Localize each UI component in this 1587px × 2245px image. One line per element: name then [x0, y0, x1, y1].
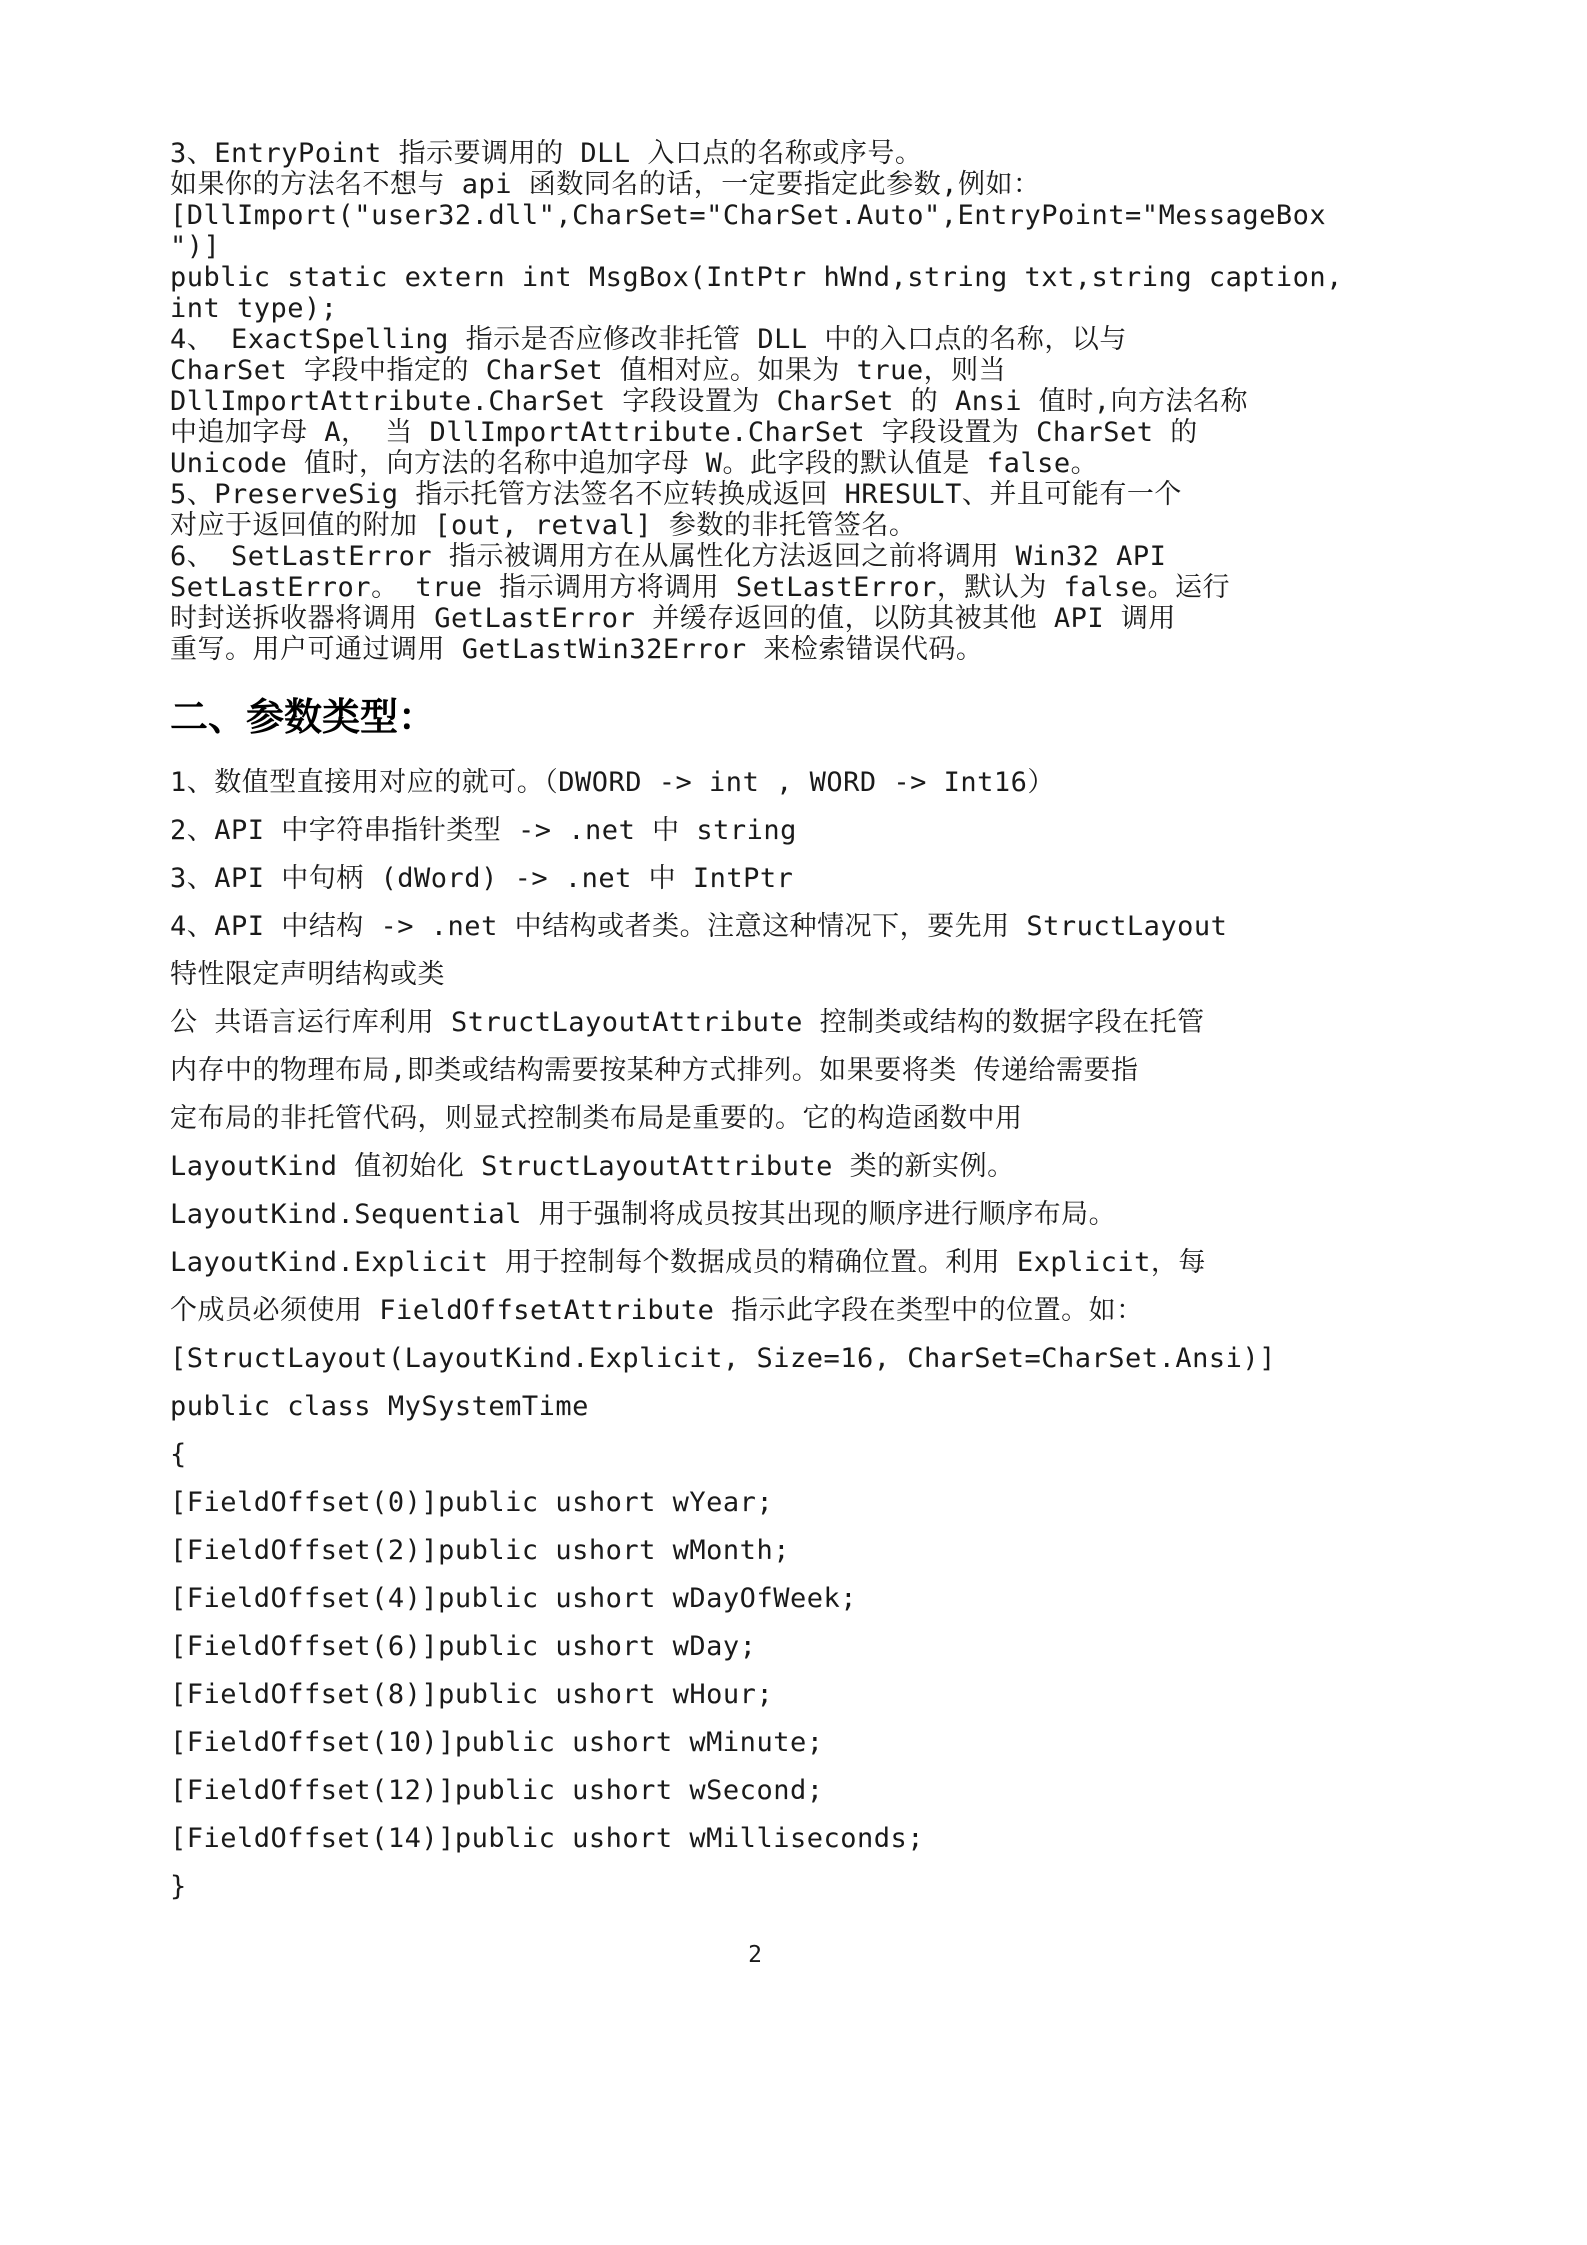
text-line: 中追加字母 A， 当 DllImportAttribute.CharSet 字段设置为 CharSet 的 [170, 417, 1198, 448]
text-line: SetLastError。 true 指示调用方将调用 SetLastError，默认为 false。运行 [170, 572, 1230, 603]
document-content [170, 138, 1440, 1911]
text-line: 4、 ExactSpelling 指示是否应修改非托管 DLL 中的入口点的名称，以与 [170, 324, 1127, 355]
paragraph [170, 138, 1440, 665]
page-number: 2 [748, 1942, 762, 1968]
paragraph [170, 759, 1440, 1911]
text-line: 公 共语言运行库利用 StructLayoutAttribute 控制类或结构的数据字段在托管 [170, 1007, 1205, 1038]
text-line: DllImportAttribute.CharSet 字段设置为 CharSet 的 Ansi 值时,向方法名称 [170, 386, 1248, 417]
text-line: [DllImport("user32.dll",CharSet="CharSet.Auto",EntryPoint="MessageBox [170, 200, 1327, 231]
text-line: 重写。用户可通过调用 GetLastWin32Error 来检索错误代码。 [170, 634, 984, 665]
text-line: LayoutKind.Sequential 用于强制将成员按其出现的顺序进行顺序布局。 [170, 1199, 1117, 1230]
text-line: } [170, 1871, 187, 1902]
text-line: LayoutKind.Explicit 用于控制每个数据成员的精确位置。利用 Explicit，每 [170, 1247, 1206, 1278]
text-line: 时封送拆收器将调用 GetLastError 并缓存返回的值，以防其被其他 API 调用 [170, 603, 1176, 634]
text-line: 4、API 中结构 -> .net 中结构或者类。注意这种情况下，要先用 StructLayout [170, 911, 1228, 942]
text-line: 2、API 中字符串指针类型 -> .net 中 string [170, 815, 797, 846]
text-line: Unicode 值时，向方法的名称中追加字母 W。此字段的默认值是 false。 [170, 448, 1099, 479]
text-line: 个成员必须使用 FieldOffsetAttribute 指示此字段在类型中的位置。如： [170, 1295, 1144, 1326]
text-line: int type); [170, 293, 338, 324]
text-line: [FieldOffset(10)]public ushort wMinute; [170, 1727, 824, 1758]
text-line: 对应于返回值的附加 [out, retval] 参数的非托管签名。 [170, 510, 917, 541]
text-line: 5、PreserveSig 指示托管方法签名不应转换成返回 HRESULT、并且可能有一个 [170, 479, 1182, 510]
text-line: [FieldOffset(0)]public ushort wYear; [170, 1487, 774, 1518]
text-line: 6、 SetLastError 指示被调用方在从属性化方法返回之前将调用 Win32 API [170, 541, 1167, 572]
text-line: [FieldOffset(8)]public ushort wHour; [170, 1679, 774, 1710]
text-line: 3、EntryPoint 指示要调用的 DLL 入口点的名称或序号。 [170, 138, 923, 169]
text-line: [FieldOffset(2)]public ushort wMonth; [170, 1535, 790, 1566]
text-line: ")] [170, 231, 221, 262]
text-line: LayoutKind 值初始化 StructLayoutAttribute 类的新实例。 [170, 1151, 1015, 1182]
text-line: [StructLayout(LayoutKind.Explicit, Size=16, CharSet=CharSet.Ansi)] [170, 1343, 1276, 1374]
text-line: 内存中的物理布局,即类或结构需要按某种方式排列。如果要将类 传递给需要指 [170, 1055, 1139, 1086]
text-line: [FieldOffset(6)]public ushort wDay; [170, 1631, 757, 1662]
text-line: CharSet 字段中指定的 CharSet 值相对应。如果为 true，则当 [170, 355, 1007, 386]
text-line: 定布局的非托管代码，则显式控制类布局是重要的。它的构造函数中用 [170, 1103, 1023, 1134]
section-heading: 二、参数类型： [170, 695, 437, 739]
text-line: 3、API 中句柄 (dWord) -> .net 中 IntPtr [170, 863, 794, 894]
text-line: 1、数值型直接用对应的就可。（DWORD -> int , WORD -> Int16） [170, 767, 1055, 798]
text-line: [FieldOffset(12)]public ushort wSecond; [170, 1775, 824, 1806]
text-line: [FieldOffset(4)]public ushort wDayOfWeek; [170, 1583, 857, 1614]
text-line: 特性限定声明结构或类 [170, 959, 445, 990]
text-line: 如果你的方法名不想与 api 函数同名的话，一定要指定此参数,例如： [170, 169, 1041, 200]
text-line: public class MySystemTime [170, 1391, 589, 1422]
text-line: public static extern int MsgBox(IntPtr hWnd,string txt,string caption, [170, 262, 1343, 293]
text-line: [FieldOffset(14)]public ushort wMilliseconds; [170, 1823, 924, 1854]
text-line: { [170, 1439, 187, 1470]
